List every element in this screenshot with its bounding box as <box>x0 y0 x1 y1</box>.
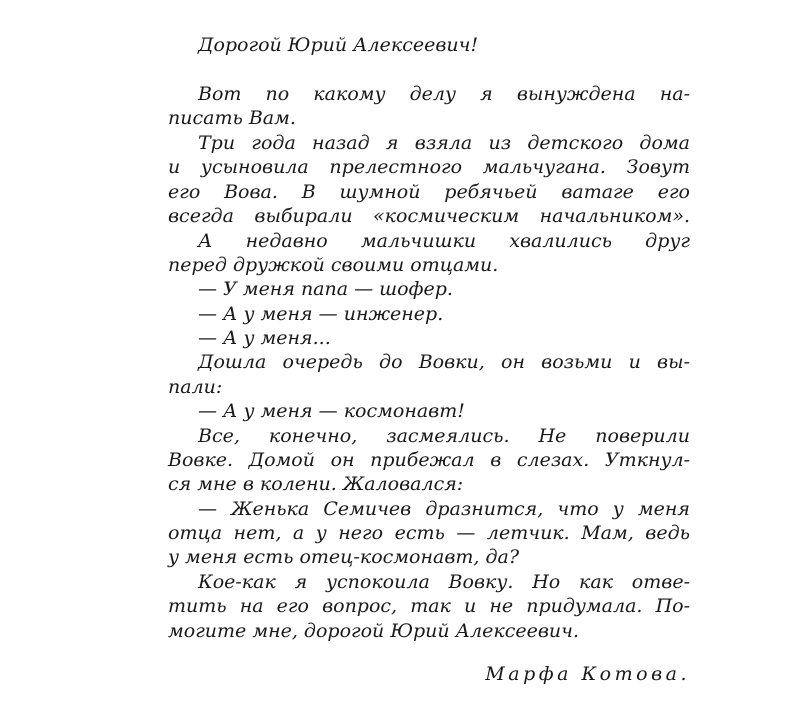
letter-line: — А у меня — космонавт! <box>198 400 465 422</box>
letter-line: Вовке. Домой он прибежал в слезах. Уткнул- <box>168 449 690 471</box>
letter-line: А недавно мальчишки хвалились друг <box>198 230 690 252</box>
letter-line: Три года назад я взяла из детского дома <box>198 132 690 154</box>
letter-line: Дошла очередь до Вовки, он возьми и вы- <box>198 351 690 373</box>
letter-signature: Марфа Котова. <box>485 663 690 685</box>
letter-line: — А у меня — инженер. <box>198 303 444 325</box>
letter-line: и усыновила прелестного мальчугана. Зовут <box>168 156 690 178</box>
letter-line: — У меня папа — шофер. <box>198 278 453 300</box>
letter-line: ся мне в колени. Жаловался: <box>168 473 464 495</box>
letter-line: всегда выбирали «космическим начальником». <box>168 205 690 227</box>
letter-line: перед дружкой своими отцами. <box>168 254 499 276</box>
letter-line: Кое-как я успокоила Вовку. Но как отве- <box>198 571 690 593</box>
letter-line: у меня есть отец-космонавт, да? <box>168 546 520 568</box>
letter-line: Все, конечно, засмеялись. Не поверили <box>198 425 690 447</box>
letter-line: пали: <box>168 376 223 398</box>
letter-line: — Женька Семичев дразнится, что у меня <box>198 498 690 520</box>
letter-line: тить на его вопрос, так и не придумала. По- <box>168 595 690 617</box>
letter-line: отца нет, а у него есть — летчик. Мам, ведь <box>168 522 690 544</box>
letter-line: — А у меня... <box>198 327 331 349</box>
letter-line: писать Вам. <box>168 107 296 129</box>
letter-line: Вот по какому делу я вынуждена на- <box>198 83 690 105</box>
letter-salutation: Дорогой Юрий Алексеевич! <box>198 34 479 56</box>
letter-line: могите мне, дорогой Юрий Алексеевич. <box>168 620 580 642</box>
letter-line: его Вова. В шумной ребячьей ватаге его <box>168 181 690 203</box>
